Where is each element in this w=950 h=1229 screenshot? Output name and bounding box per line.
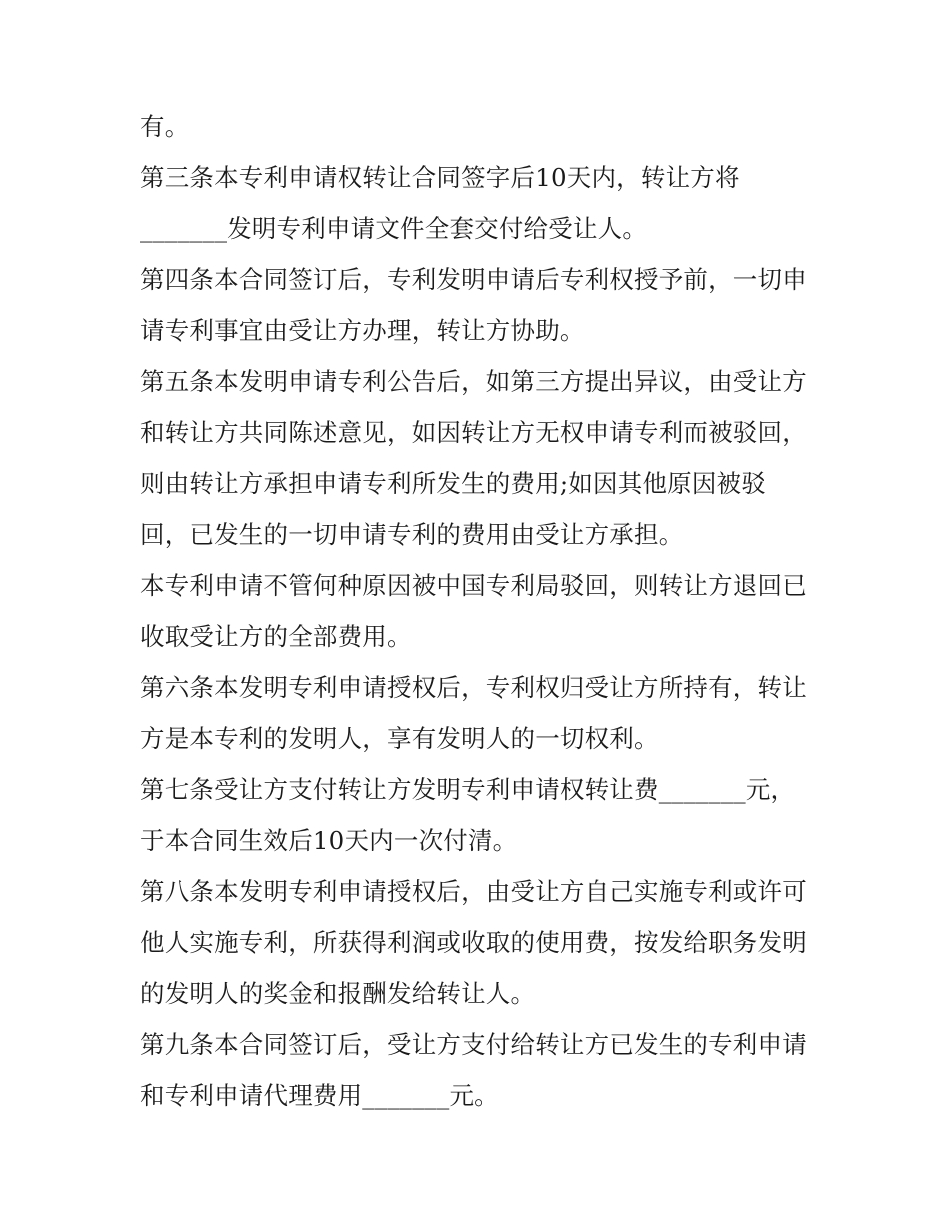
text-line: 方是本专利的发明人，享有发明人的一切权利。 (140, 724, 659, 753)
text-line: 第七条受让方支付转让方发明专利申请权转让费_______元， (140, 775, 796, 804)
text-line: 于本合同生效后10天内一次付清。 (140, 826, 518, 855)
text-line: 本专利申请不管何种原因被中国专利局驳回，则转让方退回已 (140, 571, 807, 600)
text-line: 和转让方共同陈述意见，如因转让方无权申请专利而被驳回， (140, 418, 807, 447)
text-line: 第四条本合同签订后，专利发明申请后专利权授予前，一切申 (140, 265, 807, 294)
text-line: 他人实施专利，所获得利润或收取的使用费，按发给职务发明 (140, 928, 807, 957)
text-line: 第六条本发明专利申请授权后，专利权归受让方所持有，转让 (140, 673, 807, 702)
text-line: 收取受让方的全部费用。 (140, 622, 412, 651)
text-line: 的发明人的奖金和报酬发给转让人。 (140, 979, 536, 1008)
text-line: 则由转让方承担申请专利所发生的费用;如因其他原因被驳 (140, 469, 766, 498)
text-line: 第八条本发明专利申请授权后，由受让方自己实施专利或许可 (140, 877, 807, 906)
text-line: 请专利事宜由受让方办理，转让方协助。 (140, 316, 585, 345)
text-line: 第五条本发明申请专利公告后，如第三方提出异议，由受让方 (140, 367, 807, 396)
text-line: _______发明专利申请文件全套交付给受让人。 (140, 214, 648, 243)
text-line: 和专利申请代理费用_______元。 (140, 1081, 499, 1110)
text-line: 回，已发生的一切申请专利的费用由受让方承担。 (140, 520, 684, 549)
text-line: 有。 (140, 112, 190, 141)
text-line: 第三条本专利申请权转让合同签字后10天内，转让方将 (140, 163, 740, 192)
document-body (140, 107, 820, 1127)
text-line: 第九条本合同签订后，受让方支付给转让方已发生的专利申请 (140, 1030, 807, 1059)
